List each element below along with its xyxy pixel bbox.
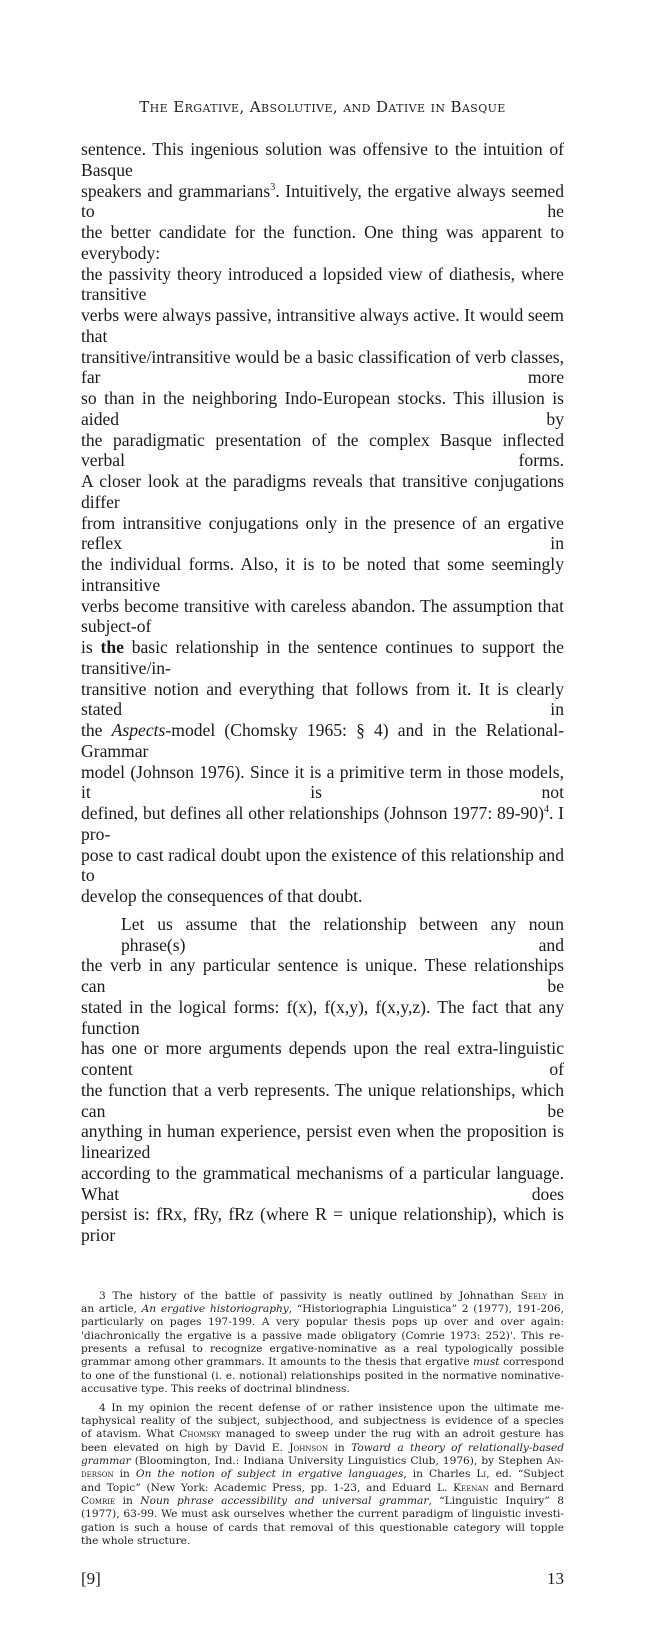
text-span: defined, but defines all other relationships (Johnson 1977: 89-90) <box>81 803 544 823</box>
text-span: in <box>122 1494 133 1507</box>
text-span: managed to sweep under the rug with an adroit gesture has <box>225 1428 564 1441</box>
text-line: the passivity theory introduced a lopsided view of diathesis, where transitive <box>81 263 564 305</box>
footnote-4 <box>81 1402 564 1549</box>
text-span: in <box>553 1289 564 1302</box>
text-line: according to the grammatical mechanisms of a particular language. What does <box>81 1162 564 1204</box>
text-span: correspond <box>503 1356 565 1369</box>
text-span: , in Charles <box>403 1468 471 1481</box>
footnote-line: the whole structure. <box>81 1534 191 1547</box>
text-line: the better candidate for the function. One thing was apparent to everybody: <box>81 222 564 263</box>
text-span: been elevated on high by David E. <box>81 1441 283 1454</box>
text-line: sentence. This ingenious solution was offensive to the intuition of Basque <box>81 139 564 180</box>
text-line: A closer look at the paradigms reveals that transitive conjugations differ <box>81 471 564 512</box>
text-span: , “Linguistic Inquiry” 8 <box>428 1494 565 1507</box>
footnote-ref-3[interactable]: 3 <box>270 181 276 193</box>
page-footer <box>81 1568 564 1590</box>
author-name: Keenan <box>453 1481 489 1494</box>
text-span: 3 The history of the battle of passivity is neatly outlined by Johnathan <box>99 1289 514 1302</box>
text-span: speakers and grammarians <box>81 180 271 201</box>
emphasis-italic: must <box>473 1356 500 1369</box>
title-italic: Noun phrase accessibility and universal grammar <box>140 1494 429 1507</box>
footnote-line <box>81 1303 564 1316</box>
title-italic: On the notion of subject in ergative languages <box>135 1468 404 1481</box>
text-span: the <box>81 720 103 740</box>
text-line: stated in the logical forms: f(x), f(x,y), f(x,y,z). The fact that any function <box>81 996 564 1038</box>
text-line: develop the consequences of that doubt. <box>81 886 363 906</box>
body-text <box>81 139 564 1246</box>
text-line: transitive/intransitive would be a basic classification of verb classes, far more <box>81 346 564 388</box>
text-line: the individual forms. Also, it is to be noted that some seemingly intransitive <box>81 554 564 595</box>
footnote-line <box>81 1290 564 1303</box>
text-line <box>81 803 564 845</box>
text-line: transitive notion and everything that follows from it. It is clearly stated in <box>81 678 564 720</box>
footnote-line <box>81 1356 564 1369</box>
text-span: an article, <box>81 1303 137 1316</box>
author-name: derson <box>81 1468 114 1481</box>
footnote-line: (1977), 63-99. We must ask ourselves whether the current paradigm of linguistic investi- <box>81 1508 564 1521</box>
footnote-line <box>81 1428 564 1441</box>
text-span: of atavism. What <box>81 1428 175 1441</box>
author-name: Li <box>476 1468 487 1481</box>
text-span: and Bernard <box>494 1481 565 1494</box>
text-span: and Topic” (New York: Academic Press, pp. 1-23, and Eduard L. <box>81 1481 448 1494</box>
text-span: in <box>334 1441 345 1454</box>
text-span: basic relationship in the sentence continues to support the transitive/in- <box>81 637 564 678</box>
text-line <box>81 637 564 679</box>
page-number: 13 <box>547 1569 564 1589</box>
footnote-line: accusative type. This reeks of doctrinal blindness. <box>81 1383 350 1396</box>
text-span: in <box>119 1468 130 1481</box>
author-name: Johnson <box>289 1441 329 1454</box>
text-line: the verb in any particular sentence is unique. These relationships can be <box>81 955 564 996</box>
author-name: An- <box>546 1454 565 1467</box>
text-line <box>81 181 564 223</box>
text-line: from intransitive conjugations only in the presence of an ergative reflex in <box>81 512 564 554</box>
text-line: the function that a verb represents. The unique relationships, which can be <box>81 1079 564 1121</box>
title-italic: Toward a theory of relationally-based <box>351 1441 564 1454</box>
title-italic: An ergative historiography <box>141 1303 289 1316</box>
author-name: Chomsky <box>179 1428 221 1441</box>
footnote-line: taphysical reality of the subject, subjecthood, and subjectness is evidence of a species <box>81 1414 564 1427</box>
footnote-3 <box>81 1290 564 1397</box>
text-span: , “Historiographia Linguistica” 2 (1977), 191-206, <box>288 1303 564 1316</box>
text-line: pose to cast radical doubt upon the existence of this relationship and to <box>81 844 564 886</box>
author-name: Seely <box>520 1289 548 1302</box>
footnote-line: 'diachronically the ergative is a passive made obligatory (Comrie 1973: 252)'. This re- <box>81 1329 564 1342</box>
title-italic: grammar <box>81 1454 131 1467</box>
footnote-line: presents a refusal to recognize ergative-nominative as a real typologically possible <box>81 1343 564 1356</box>
text-line: so than in the neighboring Indo-European stocks. This illusion is aided by <box>81 388 564 429</box>
footnote-line: particularly on pages 197-199. A very popular thesis pops up over and over again: <box>81 1316 564 1329</box>
text-line: Let us assume that the relationship between any noun phrase(s) and <box>121 913 564 955</box>
text-line: the paradigmatic presentation of the complex Basque inflected verbal forms. <box>81 429 564 471</box>
text-span: . Intuitively, the ergative always seemed to he <box>81 180 564 222</box>
text-span: grammar among other grammars. It amounts to the thesis that ergative <box>81 1356 470 1369</box>
emphasis-bold: the <box>100 637 124 657</box>
footnote-line <box>81 1482 564 1495</box>
text-line: persist is: fRx, fRy, fRz (where R = unique relationship), which is prior <box>81 1204 564 1245</box>
footnote-line: 4 In my opinion the recent defense of or rather insistence upon the ultimate me- <box>99 1401 564 1414</box>
text-span: -model (Chomsky 1965: § 4) and in the Relational-Grammar <box>81 720 564 761</box>
text-span: is <box>81 637 93 657</box>
author-name: Comrie <box>81 1494 116 1507</box>
footnote-line <box>81 1495 564 1508</box>
text-line <box>81 720 564 762</box>
text-line: anything in human experience, persist even when the proposition is linearized <box>81 1121 564 1162</box>
text-line: model (Johnson 1976). Since it is a primitive term in those models, it is not <box>81 761 564 803</box>
page <box>81 0 564 1630</box>
paragraph <box>81 139 564 907</box>
footnote-line <box>81 1468 564 1481</box>
footnote-line: to one of the funstional (i. e. notional) relationships posited in the normative nominative- <box>81 1369 564 1382</box>
footnote-line: gation is such a house of cards that removal of this questionable category will topple <box>81 1521 564 1534</box>
text-span: . I pro- <box>81 803 565 844</box>
paragraph <box>81 914 564 1246</box>
text-line: verbs were always passive, intransitive always active. It would seem that <box>81 305 564 346</box>
footnote-line <box>81 1455 564 1468</box>
text-span: (Bloomington, Ind.: Indiana University Linguistics Club, 1976), by Stephen <box>134 1454 543 1467</box>
section-number: [9] <box>81 1569 101 1589</box>
text-line: has one or more arguments depends upon the real extra-linguistic content of <box>81 1038 564 1079</box>
footnote-line <box>81 1442 564 1455</box>
text-line: verbs become transitive with careless abandon. The assumption that subject-of <box>81 595 564 637</box>
emphasis-italic: Aspects <box>111 720 166 740</box>
running-head: The Ergative, Absolutive, and Dative in Basque <box>139 98 506 116</box>
footnote-ref-4[interactable]: 4 <box>543 804 549 816</box>
text-span: , ed. “Subject <box>486 1468 565 1481</box>
footnotes <box>81 1290 564 1549</box>
